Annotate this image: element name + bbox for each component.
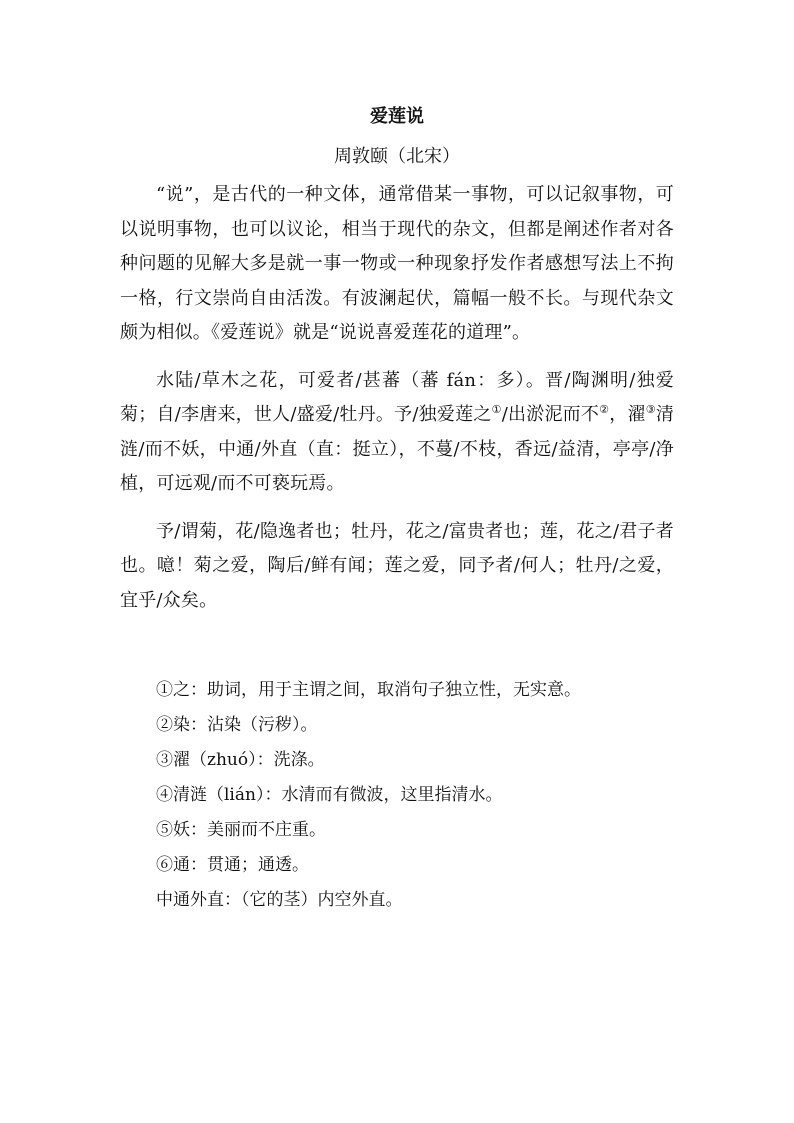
author-line: 周敦颐（北宋） xyxy=(334,146,460,167)
footnote-marker-1: ① xyxy=(491,403,502,416)
commentary-paragraph: 予/谓菊，花/隐逸者也；牡丹，花之/富贵者也；莲，花之/君子者也。噫！菊之爱，陶后/鲜有闻；莲之爱，同予者/何人；牡丹/之爱，宜乎/众矣。 xyxy=(120,520,674,611)
note-item: ⑥通：贯通；通透。 xyxy=(156,855,309,875)
footnote-marker-2: ② xyxy=(599,403,610,416)
note-item: ①之：助词，用于主谓之间，取消句子独立性，无实意。 xyxy=(156,680,581,700)
main-text-part-2: /出淤泥而不 xyxy=(501,404,600,425)
main-text-paragraph xyxy=(120,364,674,502)
note-item: 中通外直：（它的茎）内空外直。 xyxy=(156,890,403,910)
notes-list xyxy=(120,673,674,918)
note-item: ④清涟（lián）：水清而有微波，这里指清水。 xyxy=(156,785,503,805)
note-item: ⑤妖：美丽而不庄重。 xyxy=(156,820,326,840)
note-item: ③濯（zhuó）：洗涤。 xyxy=(156,750,325,770)
intro-paragraph: “说”，是古代的一种文体，通常借某一事物，可以记叙事物，可以说明事物，也可以议论，相当于现代的杂文，但都是阐述作者对各种问题的见解大多是就一事一物或一种现象抒发作者感想写法上不拘一格，行文崇尚自由活泼。有波澜起伏，篇幅一般不长。与现代杂文颇为相似。《爱莲说》就是“说说喜爱莲花的道理”。 xyxy=(120,184,674,343)
document-title: 爱莲说 xyxy=(370,106,424,127)
footnote-marker-3: ③ xyxy=(645,403,656,416)
main-text-part-3: ，濯 xyxy=(609,404,646,425)
main-text-part-4: 清涟/而不妖，中通/外直（直：挺立），不蔓/不枝，香远/益清，亭亭/净植，可远观/而不可亵玩焉。 xyxy=(120,404,675,494)
note-item: ②染：沾染（污秽）。 xyxy=(156,715,318,735)
main-text-part-1: 水陆/草木之花，可爱者/甚蕃（蕃 fán：多）。晋/陶渊明/独爱菊；自/李唐来，世人/盛爱/牡丹。予/独爱莲之 xyxy=(120,369,674,425)
